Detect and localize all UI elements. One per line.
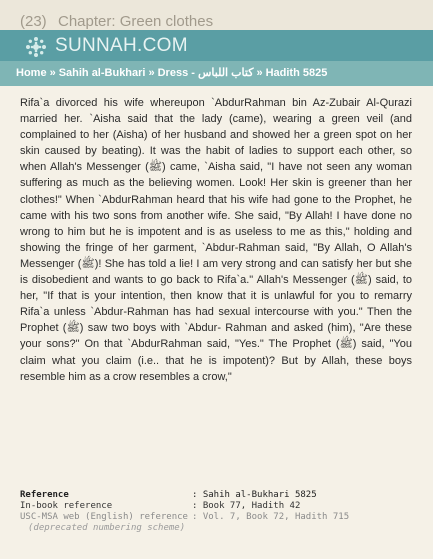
- usc-msa-reference-label: USC-MSA web (English) reference: [20, 511, 188, 522]
- chapter-heading: [0, 0, 433, 30]
- breadcrumb-collection[interactable]: Sahih al-Bukhari: [58, 67, 146, 79]
- hadith-text: Rifa`a divorced his wife whereupon `AbdurRahman bin Az-Zubair Al-Qurazi married her. `Aisha said that the lady (came), wearing a green veil (and complained to her (Aisha) of her husband and showed her a green spot on her skin caused by beating). It was the habit of ladies to support each other, so when Allah's Messenger (ﷺ) came, `Aisha said, "I have not seen any woman suffering as much as the believing women. Look! Her skin is greener than her clothes!" When `AbdurRahman heard that his wife had gone to the Prophet, he came with his two sons from another wife. She said, "By Allah! I have done no wrong to him but he is impotent and is as useless to me as this," holding and showing the fringe of her garment, `Abdur-Rahman said, "By Allah, O Allah's Messenger (ﷺ)! She has told a lie! I am very strong and can satisfy her but she is disobedient and wants to go back to Rifa`a." Allah's Messenger (ﷺ) said, to her, "If that is your intention, then know that it is unlawful for you to remarry Rifa`a unless `Abdur-Rahman has had sexual intercourse with you." Then the Prophet (ﷺ) saw two boys with `Abdur- Rahman and asked (him), "Are these your sons?" On that `AbdurRahman said, "Yes." The Prophet (ﷺ) said, "You claim what you claim (i.e.. that he is impotent)? But by Allah, these boys resemble him as a crow resembles a crow,": [20, 97, 413, 383]
- usc-msa-reference-row: [20, 512, 420, 523]
- breadcrumb-separator: »: [256, 67, 263, 79]
- reference-label: Reference: [20, 490, 69, 500]
- breadcrumb: [0, 61, 433, 86]
- breadcrumb-separator: »: [49, 67, 56, 79]
- site-logo-text[interactable]: SUNNAH.COM: [55, 35, 188, 56]
- breadcrumb-hadith: Hadith 5825: [265, 67, 328, 79]
- breadcrumb-home[interactable]: Home: [16, 67, 47, 79]
- breadcrumb-separator: »: [148, 67, 155, 79]
- in-book-reference-label: In-book reference: [20, 500, 113, 511]
- reference-row: [20, 490, 420, 501]
- chapter-number: (23): [20, 13, 47, 30]
- in-book-reference-row: [20, 501, 420, 512]
- deprecated-scheme-note: (deprecated numbering scheme): [28, 522, 186, 533]
- sunnah-logo-icon[interactable]: [25, 36, 47, 58]
- usc-msa-reference-value: : Vol. 7, Book 72, Hadith 715: [192, 511, 350, 522]
- reference-table: [20, 490, 420, 534]
- reference-value: : Sahih al-Bukhari 5825: [192, 490, 317, 500]
- breadcrumb-book[interactable]: Dress - كتاب اللباس: [157, 67, 254, 79]
- chapter-title: Chapter: Green clothes: [58, 13, 214, 30]
- in-book-reference-value: : Book 77, Hadith 42: [192, 500, 301, 511]
